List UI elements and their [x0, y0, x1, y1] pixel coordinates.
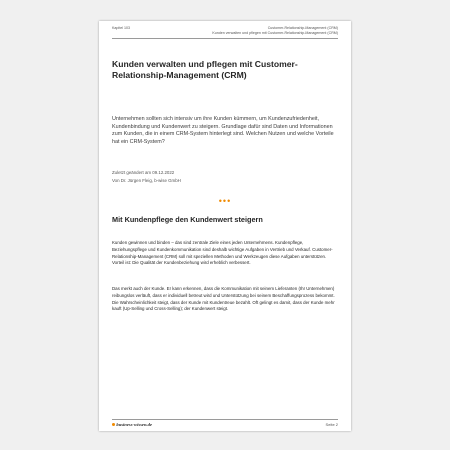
- last-changed: Zuletzt geändert am 09.12.2022: [112, 170, 175, 175]
- separator-dots: •••: [218, 196, 232, 206]
- article-title: Kunden verwalten und pflegen mit Customer-Relationship-Management (CRM): [112, 59, 298, 80]
- body-paragraph: Das merkt auch der Kunde. Er kann erkennen, dass die Kommunikation mit seinem Lieferanten (Ihr Unternehmen) reibungslos verläuft, dass er individuell betreut wird und Unterstützung bei seinem Beschaffungsprozess bekommt. Die Wahrscheinlichkeit steigt, dass der Kunde mit Kundentreue bezahlt. Oft gelingt es damit, dass der Kunde mehr kauft (Up-Selling und Cross-Selling); der Kundenwert steigt.: [112, 286, 335, 312]
- article-lead: Unternehmen sollten sich intensiv um ihre Kunden kümmern, um Kundenzufriedenheit, Kundenbindung und Kundenwert zu steigern. Grundlage dafür sind Daten und Informationen zum Kunden, die in einem CRM-System hinterlegt sind. Welchen Nutzen und welche Vorteile hat ein CRM-System?: [112, 116, 334, 145]
- author: Von Dr. Jürgen Fleig, b-wise GmbH: [112, 177, 181, 183]
- section-heading: Mit Kundenpflege den Kundenwert steigern: [112, 215, 263, 224]
- chapter-label: Kapitel 103: [112, 26, 130, 30]
- document-page: [99, 21, 351, 431]
- logo-dot-icon: [112, 423, 115, 426]
- page-footer: [112, 419, 338, 428]
- section-label: Customer-Relationship-Management (CRM): [267, 26, 338, 30]
- site-logo: [112, 422, 152, 427]
- header-titles: [212, 26, 338, 35]
- body-paragraph: Kunden gewinnen und binden – das sind zentrale Ziele eines jeden Unternehmens. Kundenpflege, Beziehungspflege und Kundenkommunikation sind deshalb wichtige Aufgaben in Vertrieb und Verkauf. Customer-Relationship-Management (CRM) soll mit speziellen Methoden und Werkzeugen diese Aufgaben unterstützen. Vorteil ist: Die Qualität der Kundenbeziehung wird erheblich verbessert.: [112, 240, 333, 266]
- page-number: Seite 2: [325, 422, 338, 427]
- article-meta: [112, 169, 338, 184]
- logo-text: business-wissen.de: [116, 422, 152, 427]
- running-header: [112, 26, 338, 39]
- subsection-label: Kunden verwalten und pflegen mit Customer-Relationship-Management (CRM): [212, 30, 338, 35]
